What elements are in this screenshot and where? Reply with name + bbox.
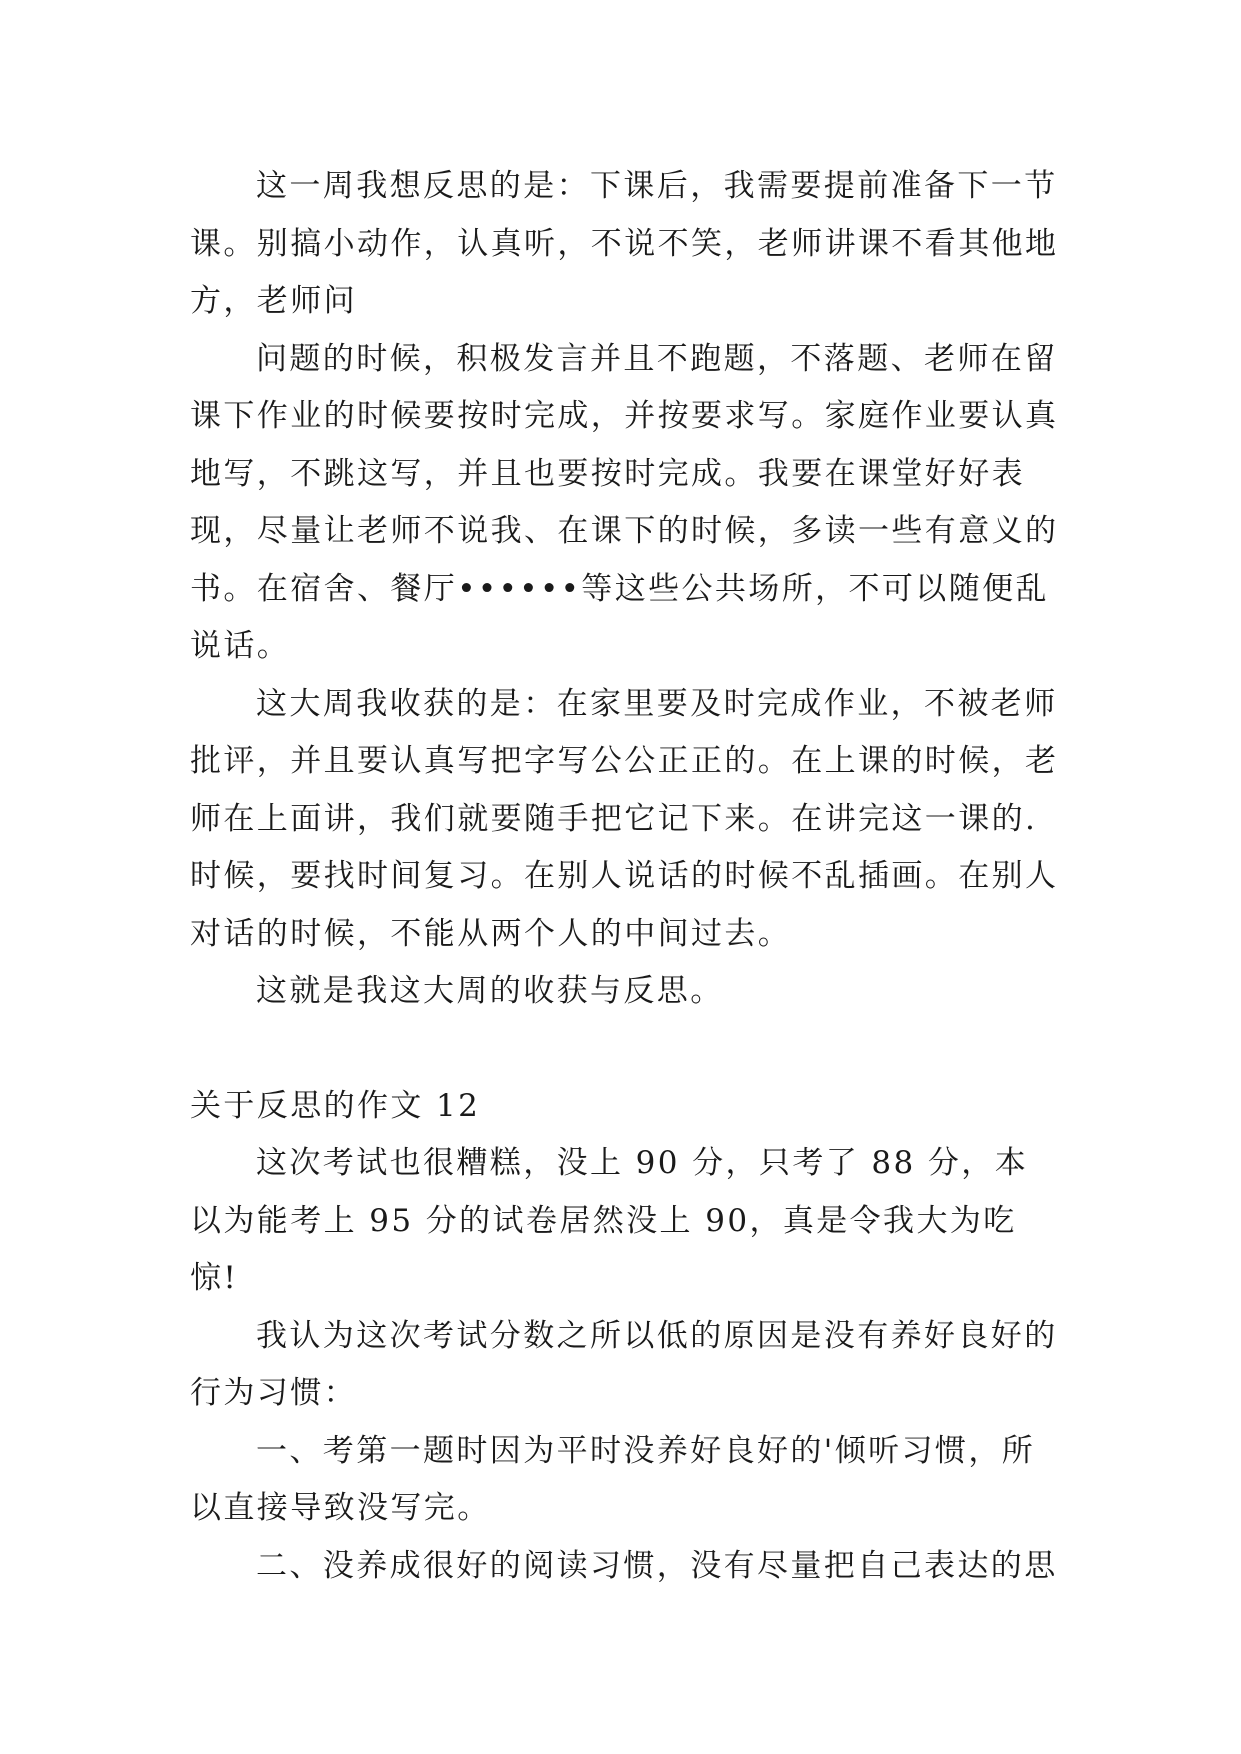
paragraph: 我认为这次考试分数之所以低的原因是没有养好良好的行为习惯：	[190, 1317, 1058, 1411]
paragraph: 这就是我这大周的收获与反思。	[256, 973, 724, 1009]
section-gap	[190, 1021, 1060, 1078]
paragraph: 问题的时候，积极发言并且不跑题，不落题、老师在留课下作业的时候要按时完成，并按要求写。家庭作业要认真地写，不跳这写，并且也要按时完成。我要在课堂好好表现，尽量让老师不说我、在课下的时候，多读一些有意义的书。在宿舍、餐厅••••••等这些公共场所，不可以随便乱说话。	[190, 340, 1059, 664]
paragraph: 这一周我想反思的是：下课后，我需要提前准备下一节课。别搞小动作，认真听，不说不笑，老师讲课不看其他地方，老师问	[190, 168, 1059, 319]
paragraph: 这次考试也很糟糕，没上 90 分，只考了 88 分，本以为能考上 95 分的试卷居然没上 90，真是令我大为吃惊!	[190, 1145, 1029, 1296]
paragraph: 一、考第一题时因为平时没养好良好的'倾听习惯，所以直接导致没写完。	[190, 1432, 1036, 1526]
paragraph: 二、没养成很好的阅读习惯，没有尽量把自己表达的思	[256, 1547, 1058, 1584]
paragraph: 这大周我收获的是：在家里要及时完成作业，不被老师批评，并且要认真写把字写公公正正的。在上课的时候，老师在上面讲，我们就要随手把它记下来。在讲完这一课的.时候，要找时间复习。在别人说话的时候不乱插画。在别人对话的时候，不能从两个人的中间过去。	[190, 685, 1059, 952]
section-title: 关于反思的作文 12	[190, 1087, 481, 1124]
document-body	[190, 158, 1060, 1595]
